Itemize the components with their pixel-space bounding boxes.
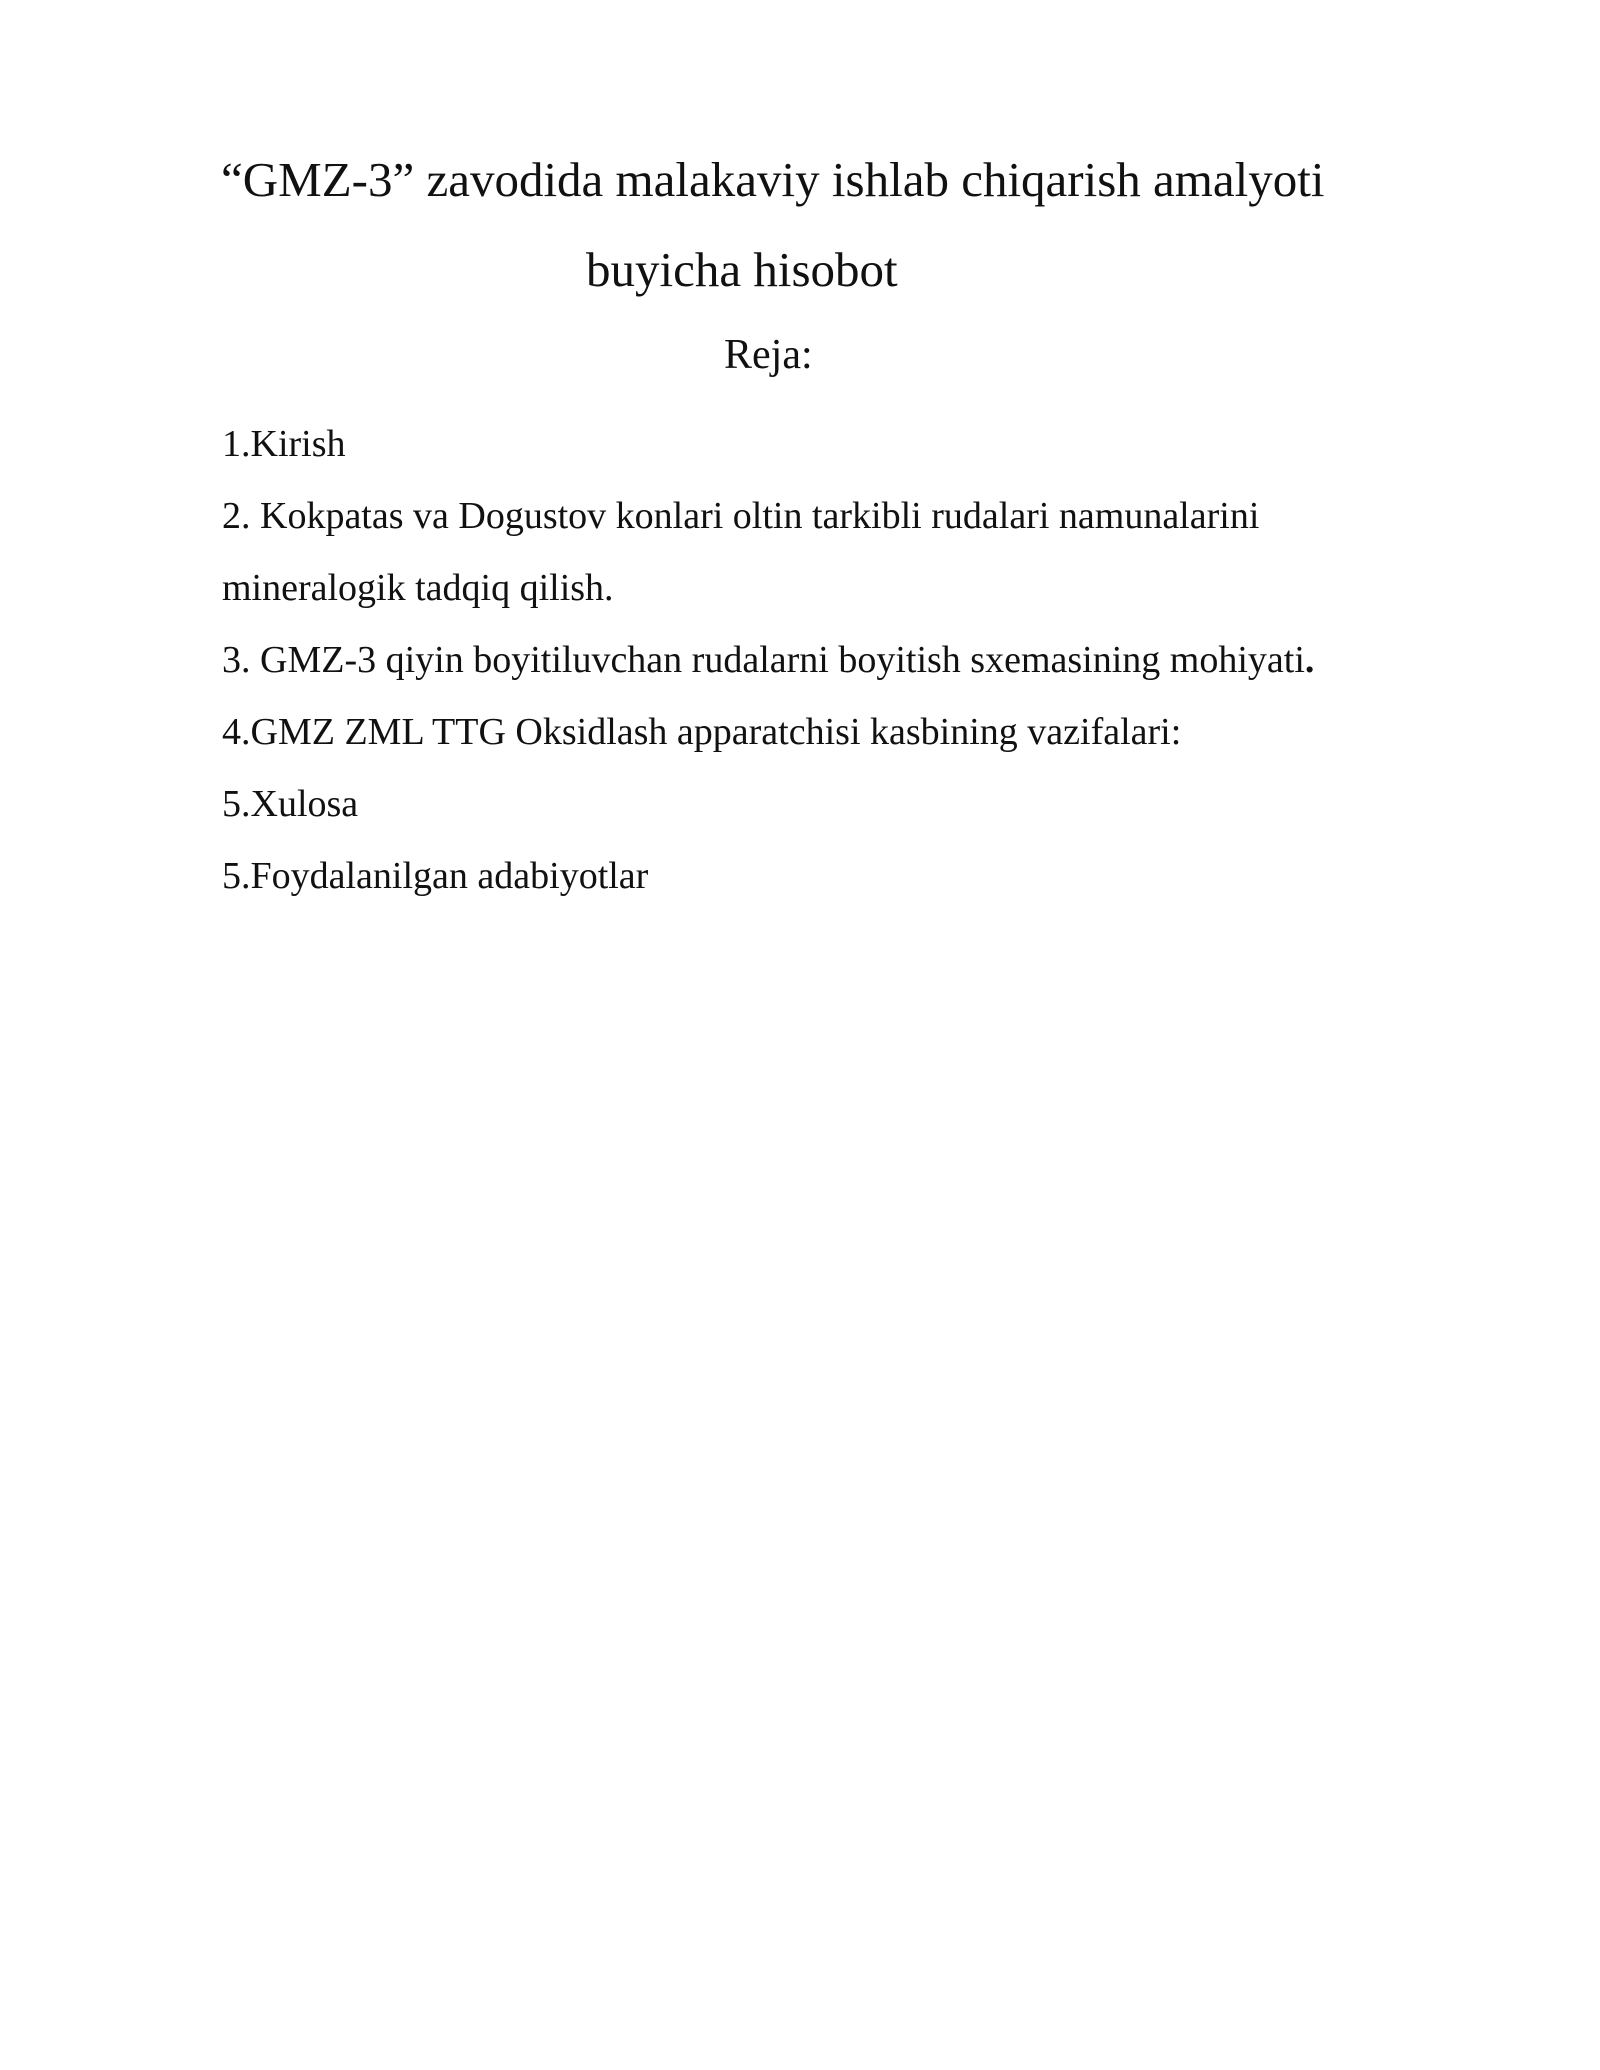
toc-item-operator-duties: 4.GMZ ZML TTG Oksidlash apparatchisi kasbining vazifalari:	[222, 711, 1182, 753]
toc-item-enrichment-scheme	[222, 624, 1482, 696]
plan-heading: Reja:	[724, 332, 813, 378]
toc-item-references: 5.Foydalanilgan adabiyotlar	[222, 855, 649, 897]
toc-item-mineralogical-study: 2. Kokpatas va Dogustov konlari oltin tarkibli rudalari namunalarini	[222, 495, 1260, 537]
document-title-line-2: buyicha hisobot	[586, 242, 898, 297]
toc-item-conclusion: 5.Xulosa	[222, 783, 359, 825]
toc-item-enrichment-scheme-text: 3. GMZ-3 qiyin boyitiluvchan rudalarni boyitish sxemasining mohiyati	[222, 639, 1305, 681]
toc-item-mineralogical-study-continued: mineralogik tadqiq qilish.	[222, 567, 614, 609]
table-of-contents	[222, 408, 1482, 912]
toc-item-introduction: 1.Kirish	[222, 423, 346, 465]
document-title-line-1: “GMZ-3” zavodida malakaviy ishlab chiqarish amalyoti	[221, 152, 1325, 207]
toc-item-enrichment-scheme-period: .	[1304, 639, 1315, 681]
